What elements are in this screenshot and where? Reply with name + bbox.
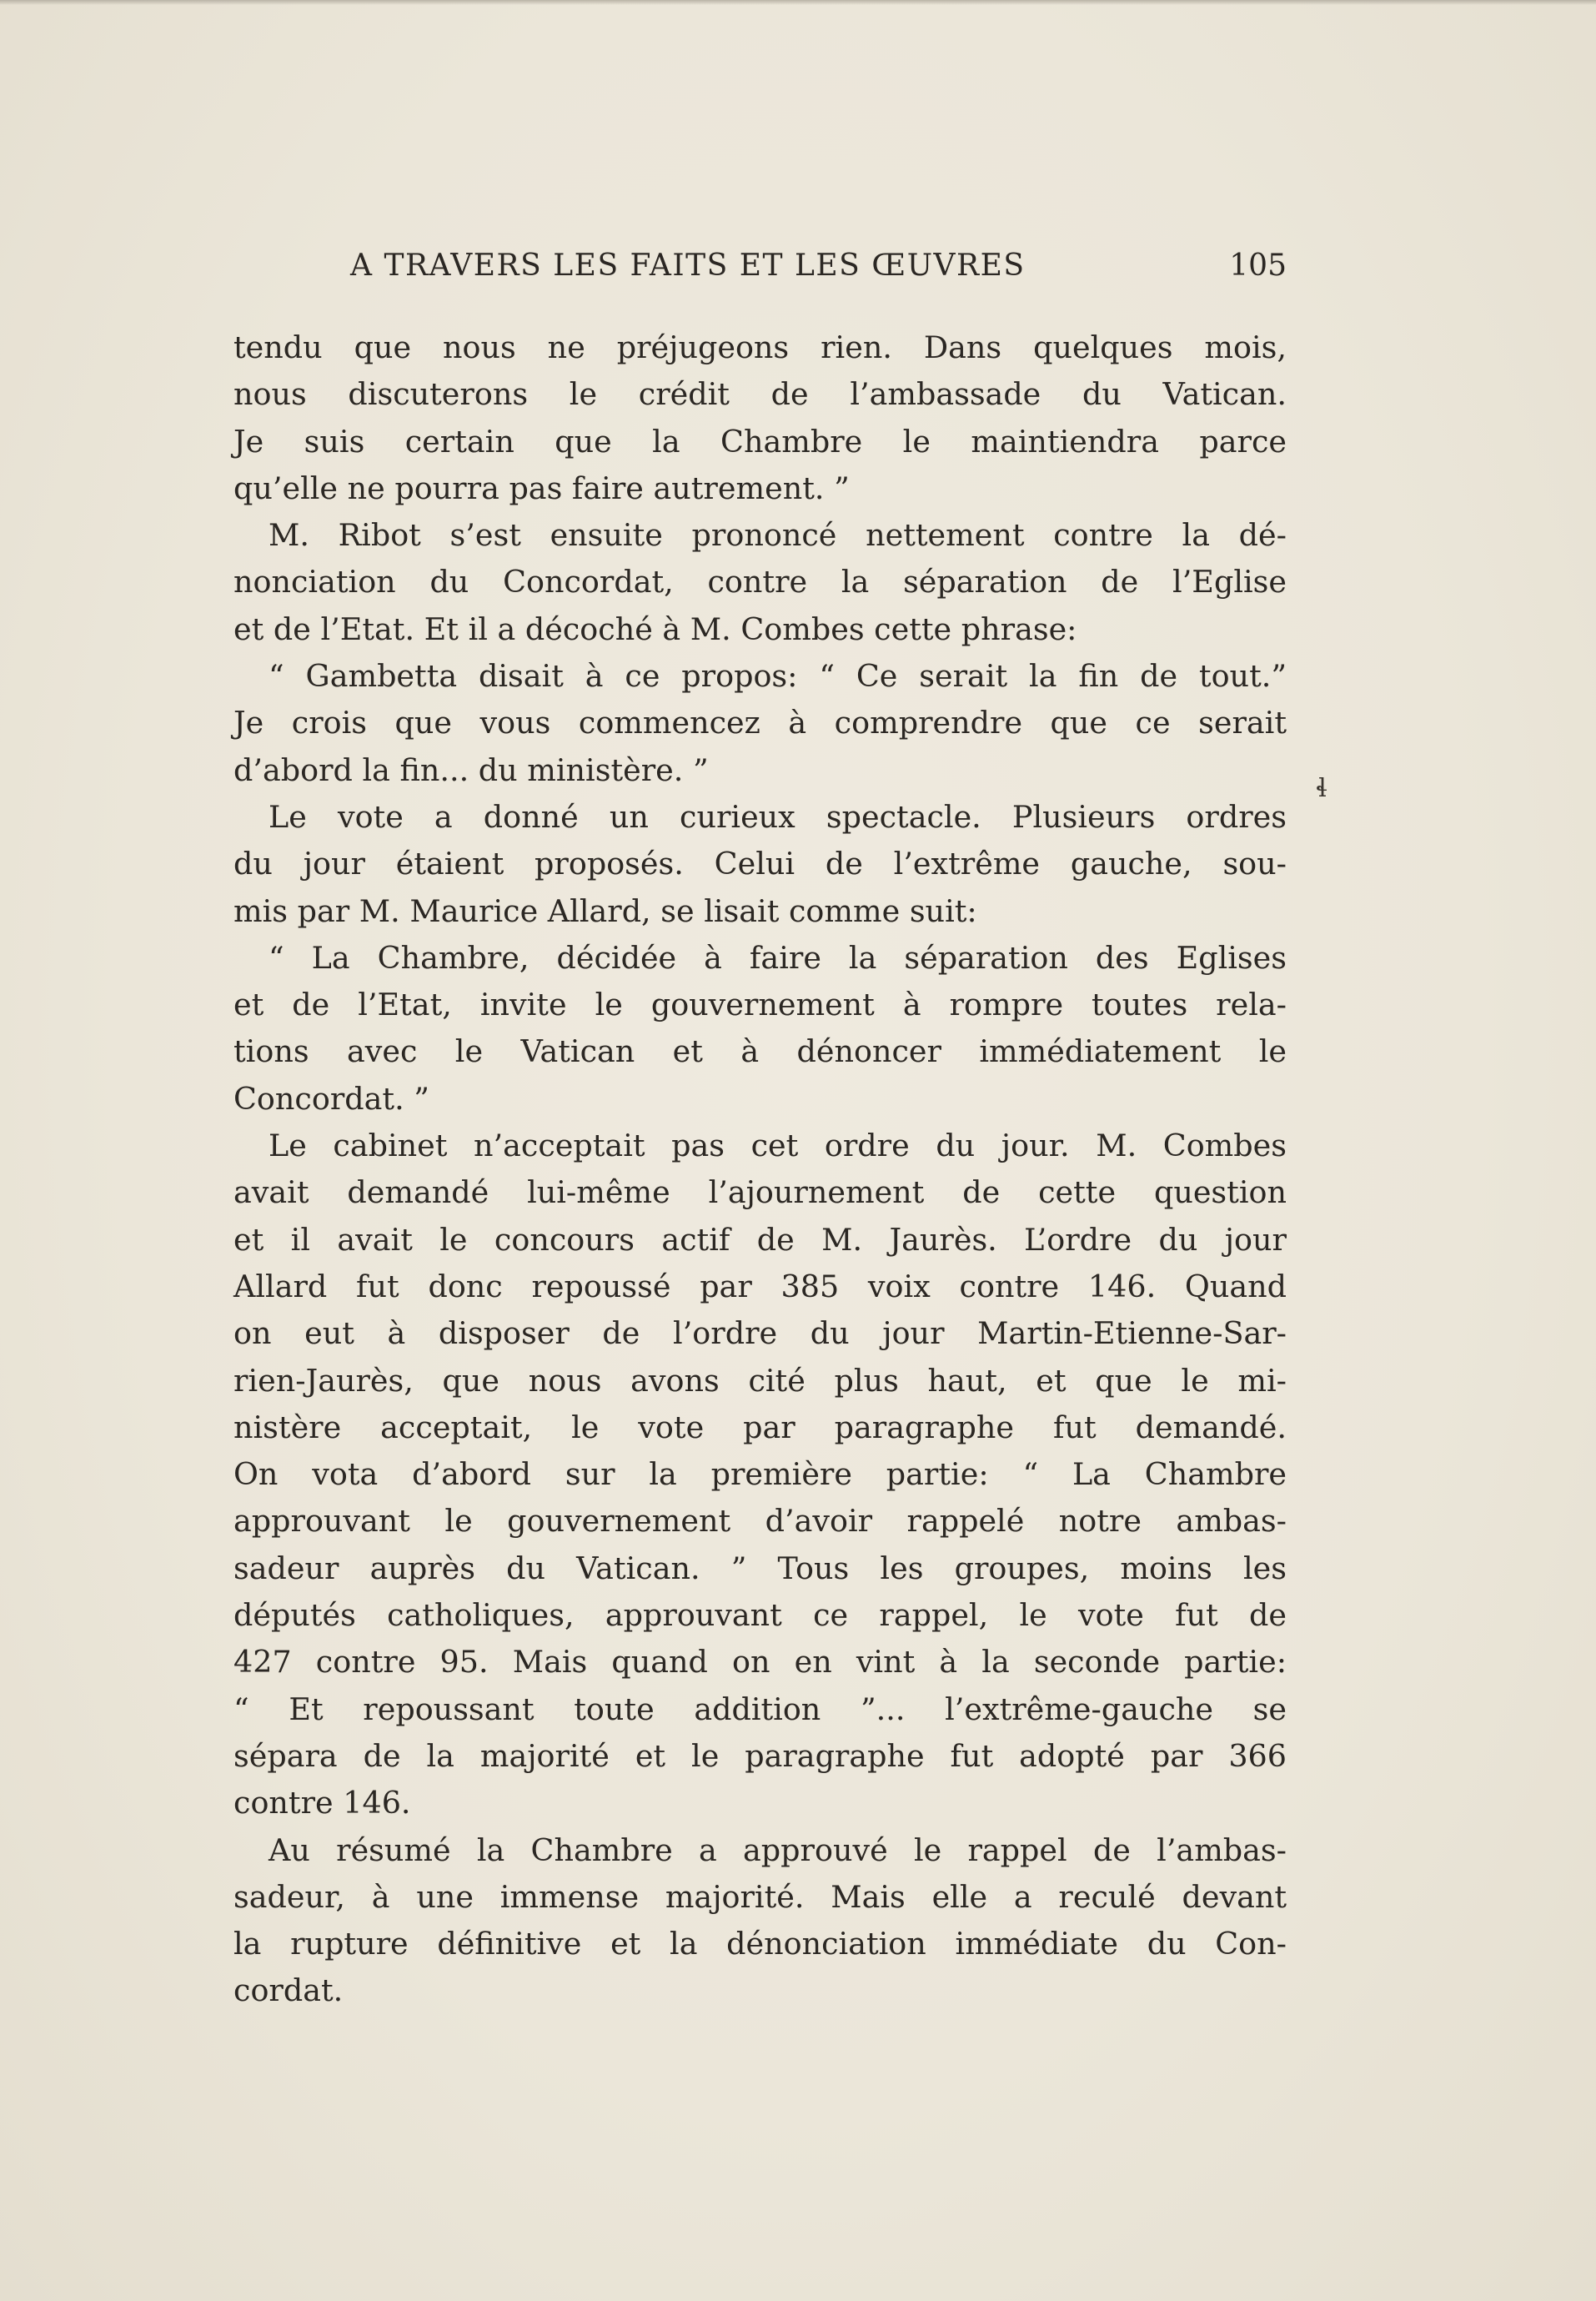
text-line: sépara de la majorité et le paragraphe fut adopté par 366 — [233, 1737, 1287, 1774]
text-line: approuvant le gouvernement d’avoir rappelé notre ambas- — [233, 1503, 1287, 1540]
text-line: nous discuterons le crédit de l’ambassade du Vatican. — [233, 376, 1287, 413]
text-line: et de l’Etat. Et il a décoché à M. Combes cette phrase: — [233, 610, 1077, 647]
text-line: tendu que nous ne préjugeons rien. Dans quelques mois, — [233, 329, 1287, 365]
text-line: Le vote a donné un curieux spectacle. Plusieurs ordres — [269, 798, 1287, 835]
text-line: du jour étaient proposés. Celui de l’extrême gauche, sou- — [233, 846, 1287, 882]
text-line: Allard fut donc repoussé par 385 voix contre 146. Quand — [233, 1268, 1287, 1304]
text-line: mis par M. Maurice Allard, se lisait comme suit: — [233, 892, 977, 929]
text-line: Au résumé la Chambre a approuvé le rappel de l’ambas- — [269, 1831, 1287, 1868]
text-line: tions avec le Vatican et à dénoncer immédiatement le — [233, 1033, 1287, 1070]
text-line: Le cabinet n’acceptait pas cet ordre du jour. M. Combes — [269, 1128, 1287, 1164]
text-line: on eut à disposer de l’ordre du jour Martin-Etienne-Sar- — [233, 1315, 1287, 1352]
text-line: “ Et repoussant toute addition ”... l’extrême-gauche se — [233, 1691, 1287, 1727]
text-line: rien-Jaurès, que nous avons cité plus haut, et que le mi- — [233, 1362, 1287, 1399]
text-line: qu’elle ne pourra pas faire autrement. ” — [233, 470, 850, 506]
text-line: M. Ribot s’est ensuite prononcé nettement contre la dé- — [269, 517, 1287, 554]
text-line: et de l’Etat, invite le gouvernement à rompre toutes rela- — [233, 987, 1287, 1023]
text-line: Je suis certain que la Chambre le maintiendra parce — [233, 423, 1287, 460]
text-line: avait demandé lui-même l’ajournement de cette question — [233, 1174, 1287, 1211]
text-line: et il avait le concours actif de M. Jaurès. L’ordre du jour — [233, 1221, 1287, 1258]
text-line: députés catholiques, approuvant ce rappel, le vote fut de — [233, 1597, 1287, 1634]
text-line: contre 146. — [233, 1785, 411, 1821]
text-line: “ La Chambre, décidée à faire la séparation des Eglises — [269, 939, 1287, 976]
text-line: d’abord la fin... du ministère. ” — [233, 751, 709, 788]
body-text — [233, 324, 1287, 2015]
running-title: A TRAVERS LES FAITS ET LES ŒUVRES — [350, 249, 1026, 283]
text-line: sadeur, à une immense majorité. Mais elle a reculé devant — [233, 1878, 1287, 1915]
text-line: Je crois que vous commencez à comprendre que ce serait — [233, 705, 1287, 741]
stray-ink-mark: ɬ — [1316, 774, 1327, 803]
text-line: cordat. — [233, 1972, 344, 2009]
text-line: nistère acceptait, le vote par paragraphe fut demandé. — [233, 1409, 1287, 1445]
page-top-edge — [0, 0, 1596, 5]
text-line: On vota d’abord sur la première partie: “ La Chambre — [233, 1456, 1287, 1493]
text-line: “ Gambetta disait à ce propos: “ Ce serait la fin de tout.” — [269, 658, 1287, 695]
text-line: la rupture définitive et la dénonciation immédiate du Con- — [233, 1926, 1287, 1962]
text-line: nonciation du Concordat, contre la séparation de l’Eglise — [233, 564, 1287, 600]
text-line: 427 contre 95. Mais quand on en vint à la seconde partie: — [233, 1644, 1287, 1681]
text-line: Concordat. ” — [233, 1080, 429, 1117]
text-line: sadeur auprès du Vatican. ” Tous les groupes, moins les — [233, 1550, 1287, 1586]
page-number: 105 — [1229, 249, 1287, 283]
running-header — [233, 242, 1287, 292]
